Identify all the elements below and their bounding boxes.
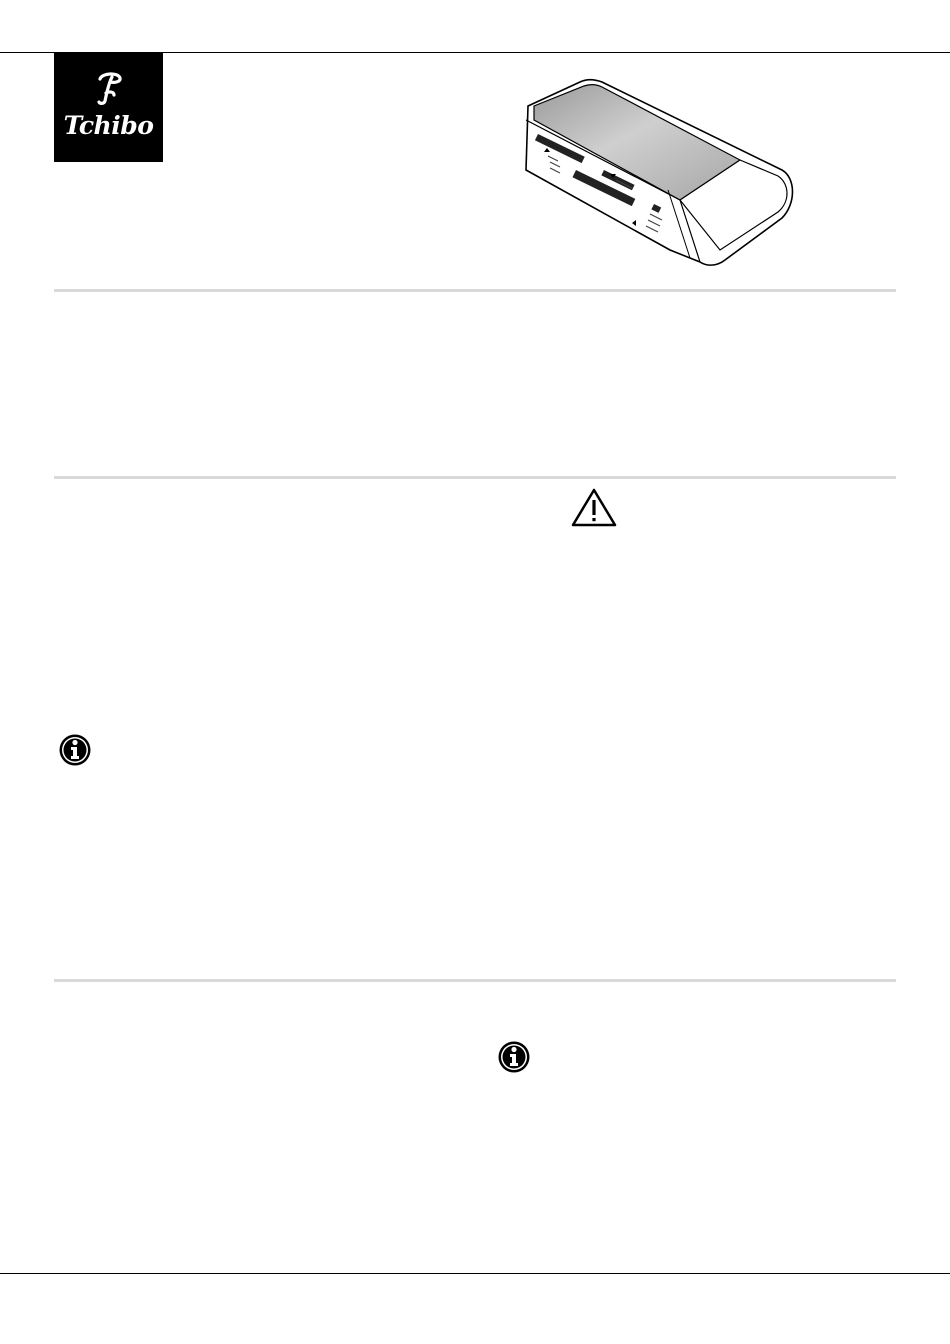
info-circle-icon (497, 1040, 531, 1079)
logo-coffee-mark-icon (92, 71, 126, 107)
bottom-rule (0, 1273, 950, 1274)
tchibo-logo (54, 53, 163, 162)
section-divider (54, 979, 896, 982)
warning-triangle-icon (571, 487, 617, 532)
info-circle-icon (58, 733, 92, 772)
card-reader-illustration (520, 74, 800, 275)
section-divider (54, 476, 896, 479)
logo-wordmark: Tchibo (63, 111, 154, 140)
section-divider (54, 289, 896, 292)
